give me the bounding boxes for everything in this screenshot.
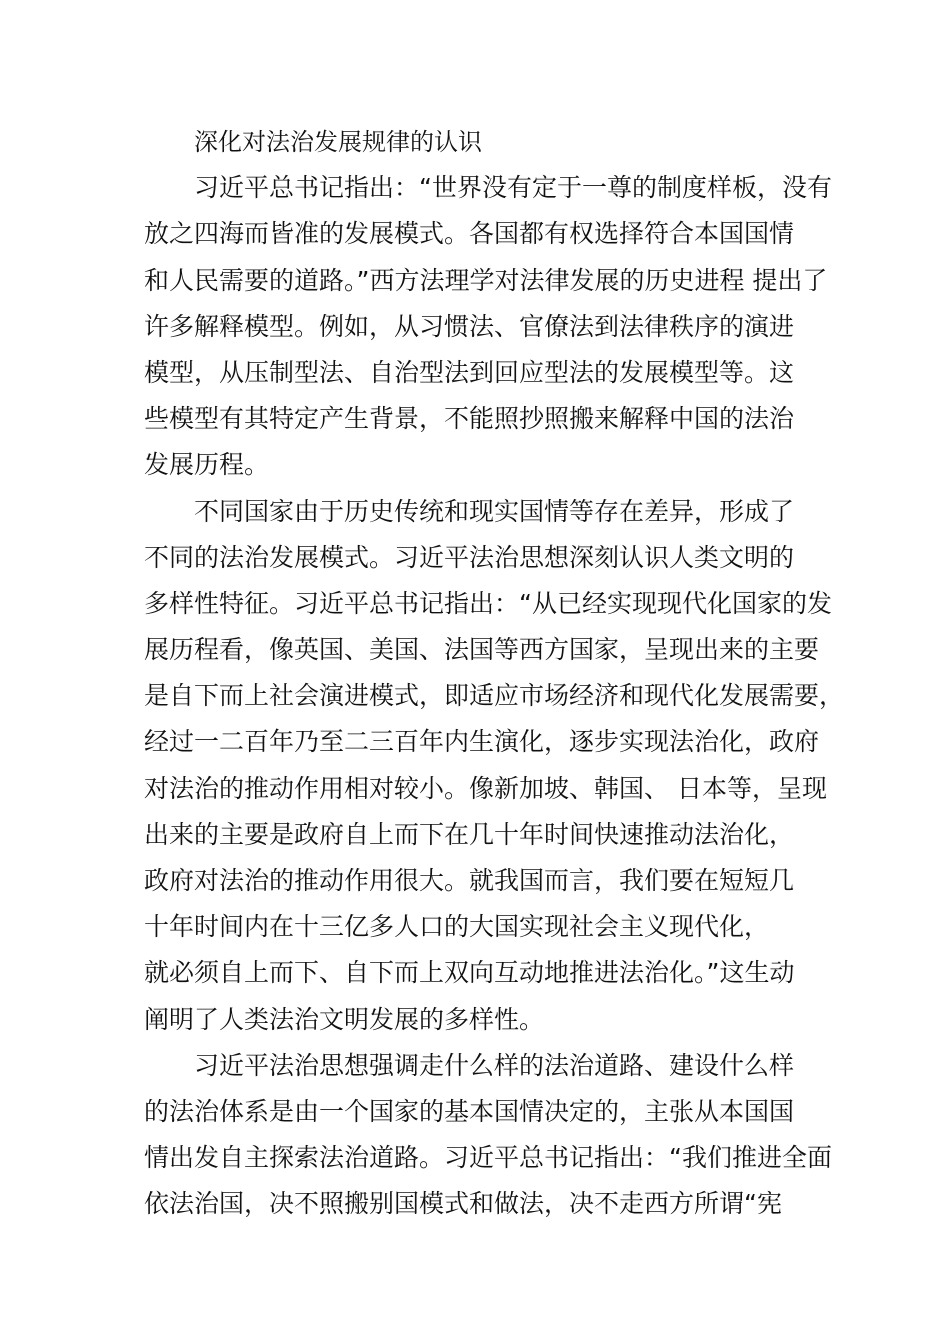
text-line: 模型，从压制型法、自治型法到回应型法的发展模型等。这 <box>144 357 795 387</box>
text-line: 的法治体系是由一个国家的基本国情决定的，主张从本国国 <box>144 1096 795 1126</box>
text-line: 依法治国，决不照搬别国模式和做法，决不走西方所谓“宪 <box>144 1189 782 1219</box>
text-line: 放之四海而皆准的发展模式。各国都有权选择符合本国国情 <box>144 219 795 249</box>
text-line: 发展历程。 <box>144 450 270 480</box>
document-title: 深化对法治发展规律的认识 <box>194 128 482 156</box>
text-line: 多样性特征。习近平总书记指出：“从已经实现现代化国家的发 <box>144 588 832 618</box>
text-line: 和人民需要的道路。”西方法理学对法律发展的历史进程 提出了 <box>144 265 828 295</box>
text-line: 就必须自上而下、自下而上双向互动地推进法治化。”这生动 <box>144 958 795 988</box>
text-line: 经过一二百年乃至二三百年内生演化，逐步实现法治化，政府 <box>144 727 820 757</box>
text-line: 情出发自主探索法治道路。习近平总书记指出：“我们推进全面 <box>144 1143 832 1173</box>
text-line: 展历程看，像英国、美国、法国等西方国家，呈现出来的主要 <box>144 635 820 665</box>
text-line: 习近平总书记指出：“世界没有定于一尊的制度样板，没有 <box>194 173 832 203</box>
text-line: 习近平法治思想强调走什么样的法治道路、建设什么样 <box>194 1050 795 1080</box>
text-line: 阐明了人类法治文明发展的多样性。 <box>144 1004 545 1034</box>
text-line: 对法治的推动作用相对较小。像新加坡、韩国、 日本等，呈现 <box>144 773 827 803</box>
text-line: 不同的法治发展模式。习近平法治思想深刻认识人类文明的 <box>144 542 795 572</box>
paragraph-1 <box>144 165 844 488</box>
text-line: 是自下而上社会演进模式，即适应市场经济和现代化发展需要， <box>144 681 845 711</box>
paragraph-3 <box>144 1043 844 1228</box>
document-body <box>144 119 844 1228</box>
text-line: 不同国家由于历史传统和现实国情等存在差异，形成了 <box>194 496 795 526</box>
text-line: 十年时间内在十三亿多人口的大国实现社会主义现代化， <box>144 912 770 942</box>
text-line: 政府对法治的推动作用很大。就我国而言，我们要在短短几 <box>144 866 795 895</box>
text-line: 些模型有其特定产生背景，不能照抄照搬来解释中国的法治 <box>144 404 795 434</box>
paragraph-2 <box>144 489 844 1043</box>
text-line: 许多解释模型。例如，从习惯法、官僚法到法律秩序的演进 <box>144 311 795 341</box>
text-line: 出来的主要是政府自上而下在几十年时间快速推动法治化， <box>144 819 795 849</box>
